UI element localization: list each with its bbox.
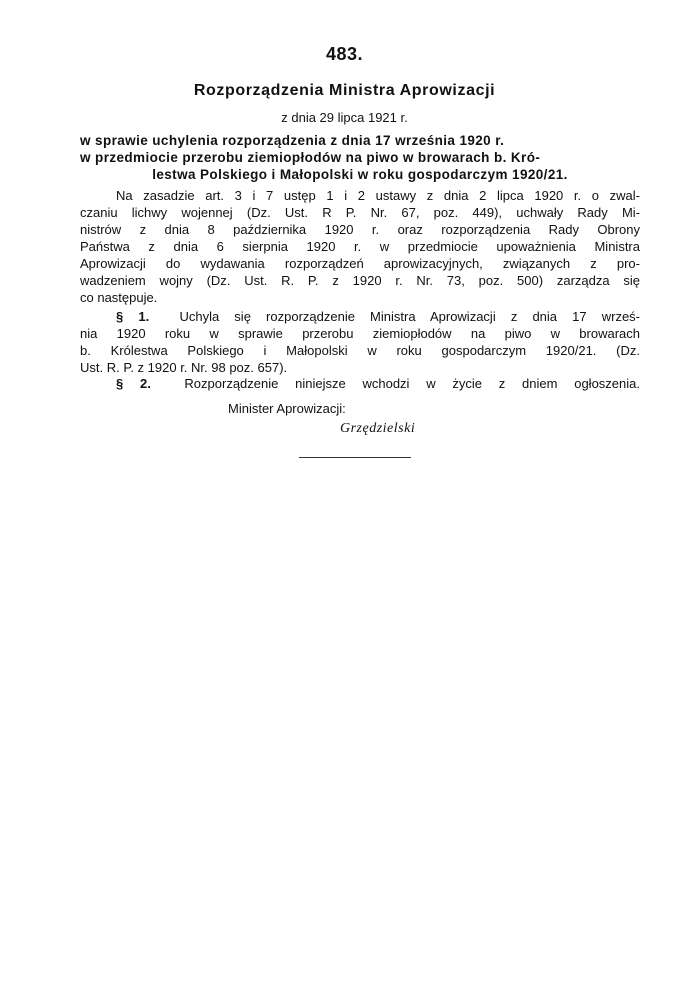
document-title: Rozporządzenia Ministra Aprowizacji [193, 82, 496, 99]
preamble-line: wadzeniem wojny (Dz. Ust. R. P. z 1920 r. Nr. 73, poz. 500) zarządza się [80, 273, 640, 288]
document-date: z dnia 29 lipca 1921 r. [281, 110, 408, 125]
section-2-text: Rozporządzenie niniejsze wchodzi w życie z dniem ogłoszenia. [184, 376, 640, 391]
section-1-first-text: Uchyla się rozporządzenie Ministra Aprowizacji z dnia 17 wrześ- [179, 309, 641, 324]
section-1-paragraph [80, 308, 640, 376]
minister-signature: Grzędzielski [340, 421, 416, 436]
minister-label: Minister Aprowizacji: [228, 401, 346, 416]
section-2-marker: § 2. [116, 376, 151, 391]
section-1-line: nia 1920 roku w sprawie przerobu ziemiopłodów na piwo w browarach [80, 326, 640, 341]
closing-rule [299, 457, 411, 458]
preamble-line: czaniu lichwy wojennej (Dz. Ust. R P. Nr. 67, poz. 449), uchwały Rady Mi- [80, 205, 640, 220]
subject-line: w przedmiocie przerobu ziemiopłodów na piwo w browarach b. Kró- [80, 150, 541, 165]
subject-line: w sprawie uchylenia rozporządzenia z dnia 17 września 1920 r. [80, 133, 505, 148]
preamble-line: Aprowizacji do wydawania rozporządzeń aprowizacyjnych, związanych z pro- [80, 256, 640, 271]
preamble-paragraph [80, 187, 640, 306]
document-number: 483. [325, 44, 364, 64]
section-1-first-line [80, 308, 640, 325]
section-1-line: Ust. R. P. z 1920 r. Nr. 98 poz. 657). [80, 360, 288, 375]
document-subject [80, 132, 640, 183]
section-2-line [80, 375, 640, 392]
subject-line: lestwa Polskiego i Małopolski w roku gospodarczym 1920/21. [152, 167, 568, 182]
preamble-line: Państwa z dnia 6 sierpnia 1920 r. w przedmiocie upoważnienia Ministra [80, 239, 640, 254]
preamble-line: nistrów z dnia 8 października 1920 r. oraz rozporządzenia Rady Obrony [80, 222, 640, 237]
section-1-line: b. Królestwa Polskiego i Małopolski w roku gospodarczym 1920/21. (Dz. [80, 343, 640, 358]
section-2-paragraph [80, 375, 640, 392]
preamble-line: co następuje. [80, 290, 158, 305]
preamble-line: Na zasadzie art. 3 i 7 ustęp 1 i 2 ustawy z dnia 2 lipca 1920 r. o zwal- [116, 188, 640, 203]
section-1-marker: § 1. [116, 309, 150, 324]
